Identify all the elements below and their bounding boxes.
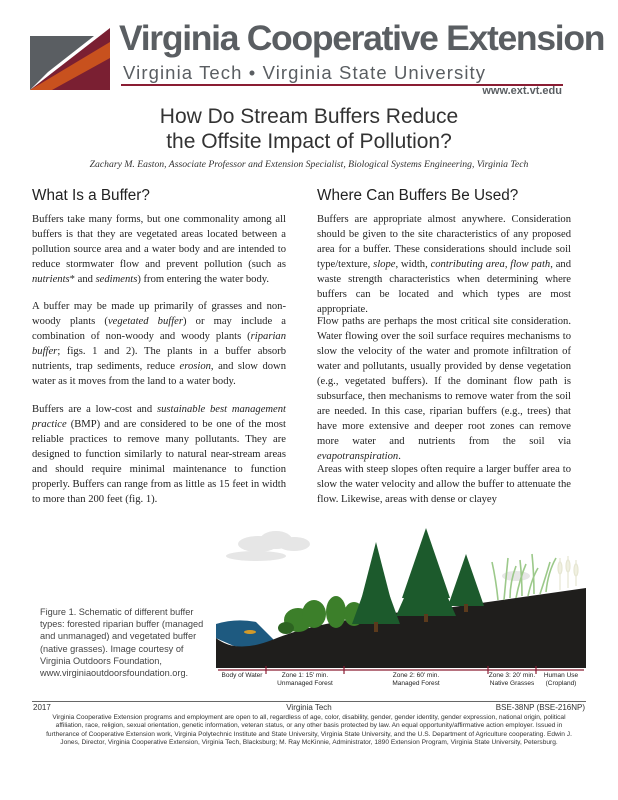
org-name: Virginia Cooperative Extension <box>119 18 605 58</box>
zone-label-body-of-water: Body of Water <box>221 672 263 679</box>
cropland-icon <box>558 556 578 590</box>
col2-paragraph-2: Flow paths are perhaps the most critical site consideration. Water flowing over the soil surface requires mechanisms to slow the velocity of the water and promote infiltration of water and pollutants, usually provided by dense vegetation (e.g., vegetated buffers). If the dominant flow path is subsurface, then mechanisms to remove water from the soil are needed. In this case, riparian buffers (e.g., trees) that have more extensive and deeper root zones can remove more water and nutrients from the soil via evapotranspiration. <box>317 316 571 462</box>
footer-rule <box>32 701 586 702</box>
zone-label-zone1: Zone 1: 15' min. Unmanaged Forest <box>277 672 333 687</box>
footer-institution: Virginia Tech <box>286 703 332 712</box>
col2-paragraph-3: Areas with steep slopes often require a larger buffer area to slow the water velocity and allow the buffer to attenuate the flow. Likewise, areas with dense or clayey <box>317 464 571 505</box>
footer-year: 2017 <box>33 703 51 712</box>
figure-caption: Figure 1. Schematic of different buffer types: forested riparian buffer (managed and unmanaged) and vegetated buffer (native grasses). Image courtesy of Virginia Outdoors Foundation, www.virginiaoutdoorsfoundation.org. <box>40 607 204 679</box>
universities: Virginia Tech • Virginia State University <box>123 62 487 83</box>
col1-paragraph-3: Buffers are a low-cost and sustainable best management practice (BMP) and are considered to be one of the most reliable practices to remove many pollutants. They are designed to function similarly to natural near-stream areas and should require minimal maintenance to function properly. Buffers can range from as little as 15 feet in width to more than 200 feet (fig. 1). <box>32 404 286 505</box>
page-title-line2: the Offsite Impact of Pollution? <box>166 130 452 153</box>
zone-label-zone3: Zone 3: 20' min. Native Grasses <box>488 672 536 687</box>
legal-notice: Virginia Cooperative Extension programs and employment are open to all, regardless of age, color, disability, gender, gender identity, gender expression, national origin, political affiliation, race, religion, sexual orientation, genetic information, veteran status, or any other basis protected by law. An equal opportunity/affirmative action employer. Issued in furtherance of Cooperative Extension work, Virginia Polytechnic Institute and State University, Virginia State University, and the U.S. Department of Agriculture cooperating. Edwin J. Jones, Director, Virginia Cooperative Extension, Virginia Tech, Blacksburg; M. Ray McKinnie, Administrator, 1890 Extension Program, Virginia State University, Petersburg. <box>46 714 572 746</box>
page-title-line1: How Do Stream Buffers Reduce <box>159 105 459 128</box>
col1-paragraph-2: A buffer may be made up primarily of grasses and non-woody plants (vegetated buffer) or may include a combination of non-woody and woody plants (riparian buffer; figs. 1 and 2). The plants in a buffer absorb nutrients, trap sediments, reduce erosion, and slow down water as it moves from the land to a water body. <box>32 301 286 387</box>
ground-profile <box>216 588 586 668</box>
website-link[interactable]: www.ext.vt.edu <box>482 85 562 97</box>
zone-label-zone2: Zone 2: 60' min. Managed Forest <box>392 672 440 687</box>
vce-logo-icon <box>30 28 110 90</box>
section-heading-what-is-buffer: What Is a Buffer? <box>32 187 150 204</box>
col2-paragraph-1: Buffers are appropriate almost anywhere. Consideration should be given to the site characteristics of any proposed area for a buffer. These considerations should include soil type/texture, slope, width, contributing area, flow path, and waste strength characteristics when determining where buffers can be located and which types are most appropriate. <box>317 214 571 315</box>
author-byline: Zachary M. Easton, Associate Professor and Extension Specialist, Biological Systems Engineering, Virginia Tech <box>89 159 529 170</box>
fish-icon <box>244 630 256 634</box>
section-heading-where-used: Where Can Buffers Be Used? <box>317 187 519 204</box>
footer-publication-code: BSE-38NP (BSE-216NP) <box>495 703 585 712</box>
zone-label-human-use: Human Use (Cropland) <box>543 672 579 687</box>
col1-paragraph-1: Buffers take many forms, but one commonality among all buffers is that they are vegetated areas located between a pollution source area and a water body and are intended to reduce stormwater flow and prevent pollution (such as nutrients* and sediments) from entering the water body. <box>32 214 286 285</box>
